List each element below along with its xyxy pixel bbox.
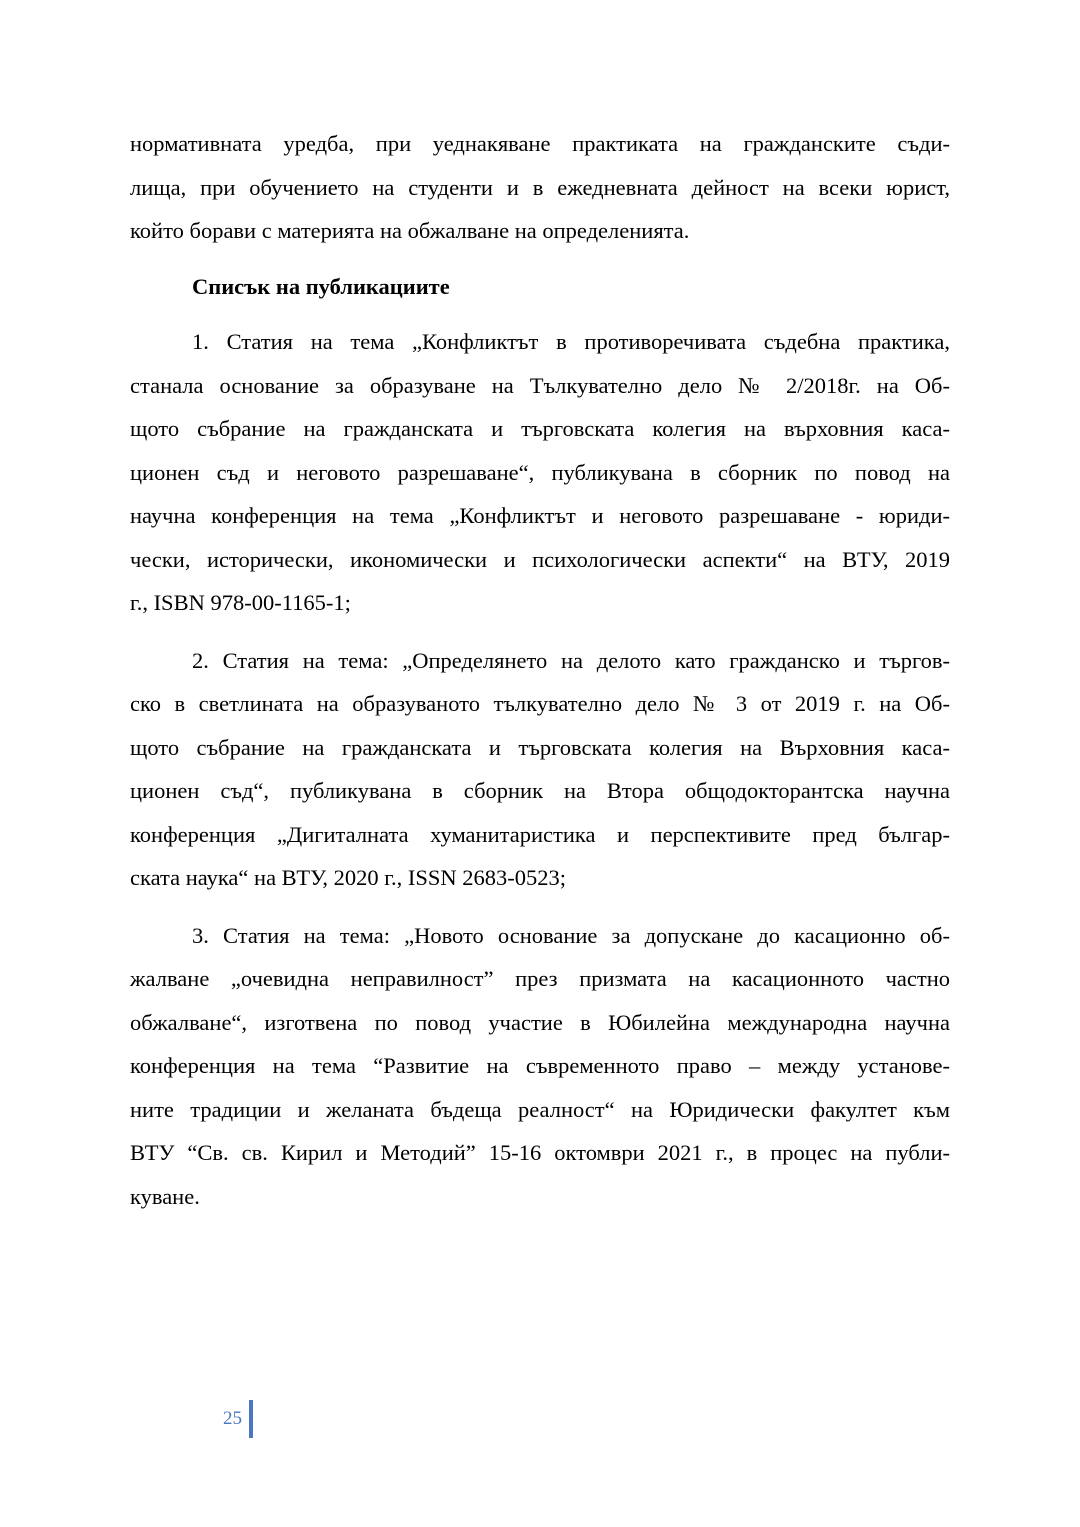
publication-item-3 — [130, 914, 950, 1219]
publication-line: г., ISBN 978-00-1165-1; — [130, 590, 351, 615]
publication-line: жалване „очевидна неправилност” през призмата на касационното частно — [130, 966, 950, 991]
publication-line: ционен съд и неговото разрешаване“, публикувана в сборник по повод на — [130, 459, 950, 485]
publication-item-2 — [130, 639, 950, 900]
intro-line: нормативната уредба, при уеднакяване практиката на гражданските съди- — [130, 131, 950, 156]
publications-heading: Списък на публикациите — [192, 273, 450, 299]
publication-line: ционен съд“, публикувана в сборник на Втора общодокторантска научна — [130, 778, 950, 803]
publication-line: чески, исторически, икономически и психологически аспекти“ на ВТУ, 2019 — [130, 546, 950, 572]
publication-line: станала основание за образуване на Тълкувателно дело № 2/2018г. на Об- — [130, 372, 950, 398]
publication-line: 2. Статия на тема: „Определянето на делото като гражданско и търгов- — [192, 647, 950, 673]
intro-line: който борави с материята на обжалване на определенията. — [130, 218, 690, 243]
page-footer — [200, 1400, 260, 1440]
publication-line: щото събрание на гражданската и търговската колегия на върховния каса- — [130, 416, 950, 441]
publication-line: 1. Статия на тема „Конфликтът в противоречивата съдебна практика, — [192, 329, 950, 354]
publication-line: 3. Статия на тема: „Новото основание за допускане до касационно об- — [192, 922, 950, 948]
publication-line: обжалване“, изготвена по повод участие в Юбилейна международна научна — [130, 1009, 950, 1035]
publication-line: конференция на тема “Развитие на съвременното право – между установе- — [130, 1053, 950, 1078]
publication-item-1 — [130, 320, 950, 625]
intro-paragraph — [130, 122, 950, 253]
publication-line: ско в светлината на образуваното тълкувателно дело № 3 от 2019 г. на Об- — [130, 691, 950, 716]
intro-line: лища, при обучението на студенти и в ежедневната дейност на всеки юрист, — [130, 174, 950, 200]
publication-line: ската наука“ на ВТУ, 2020 г., ISSN 2683-0523; — [130, 865, 566, 890]
publication-line: ВТУ “Св. св. Кирил и Методий” 15-16 октомври 2021 г., в процес на публи- — [130, 1140, 950, 1165]
publication-line: щото събрание на гражданската и търговската колегия на Върховния каса- — [130, 734, 950, 760]
body-text — [130, 122, 950, 1218]
publication-line: куване. — [130, 1183, 200, 1209]
page-number: 25 — [223, 1408, 242, 1429]
publication-line: научна конференция на тема „Конфликтът и неговото разрешаване - юриди- — [130, 503, 950, 528]
footer-rule — [249, 1400, 253, 1438]
publication-line: ните традиции и желаната бъдеща реалност“ на Юридически факултет към — [130, 1096, 950, 1122]
publication-line: конференция „Дигиталната хуманитаристика и перспективите пред българ- — [130, 821, 950, 847]
